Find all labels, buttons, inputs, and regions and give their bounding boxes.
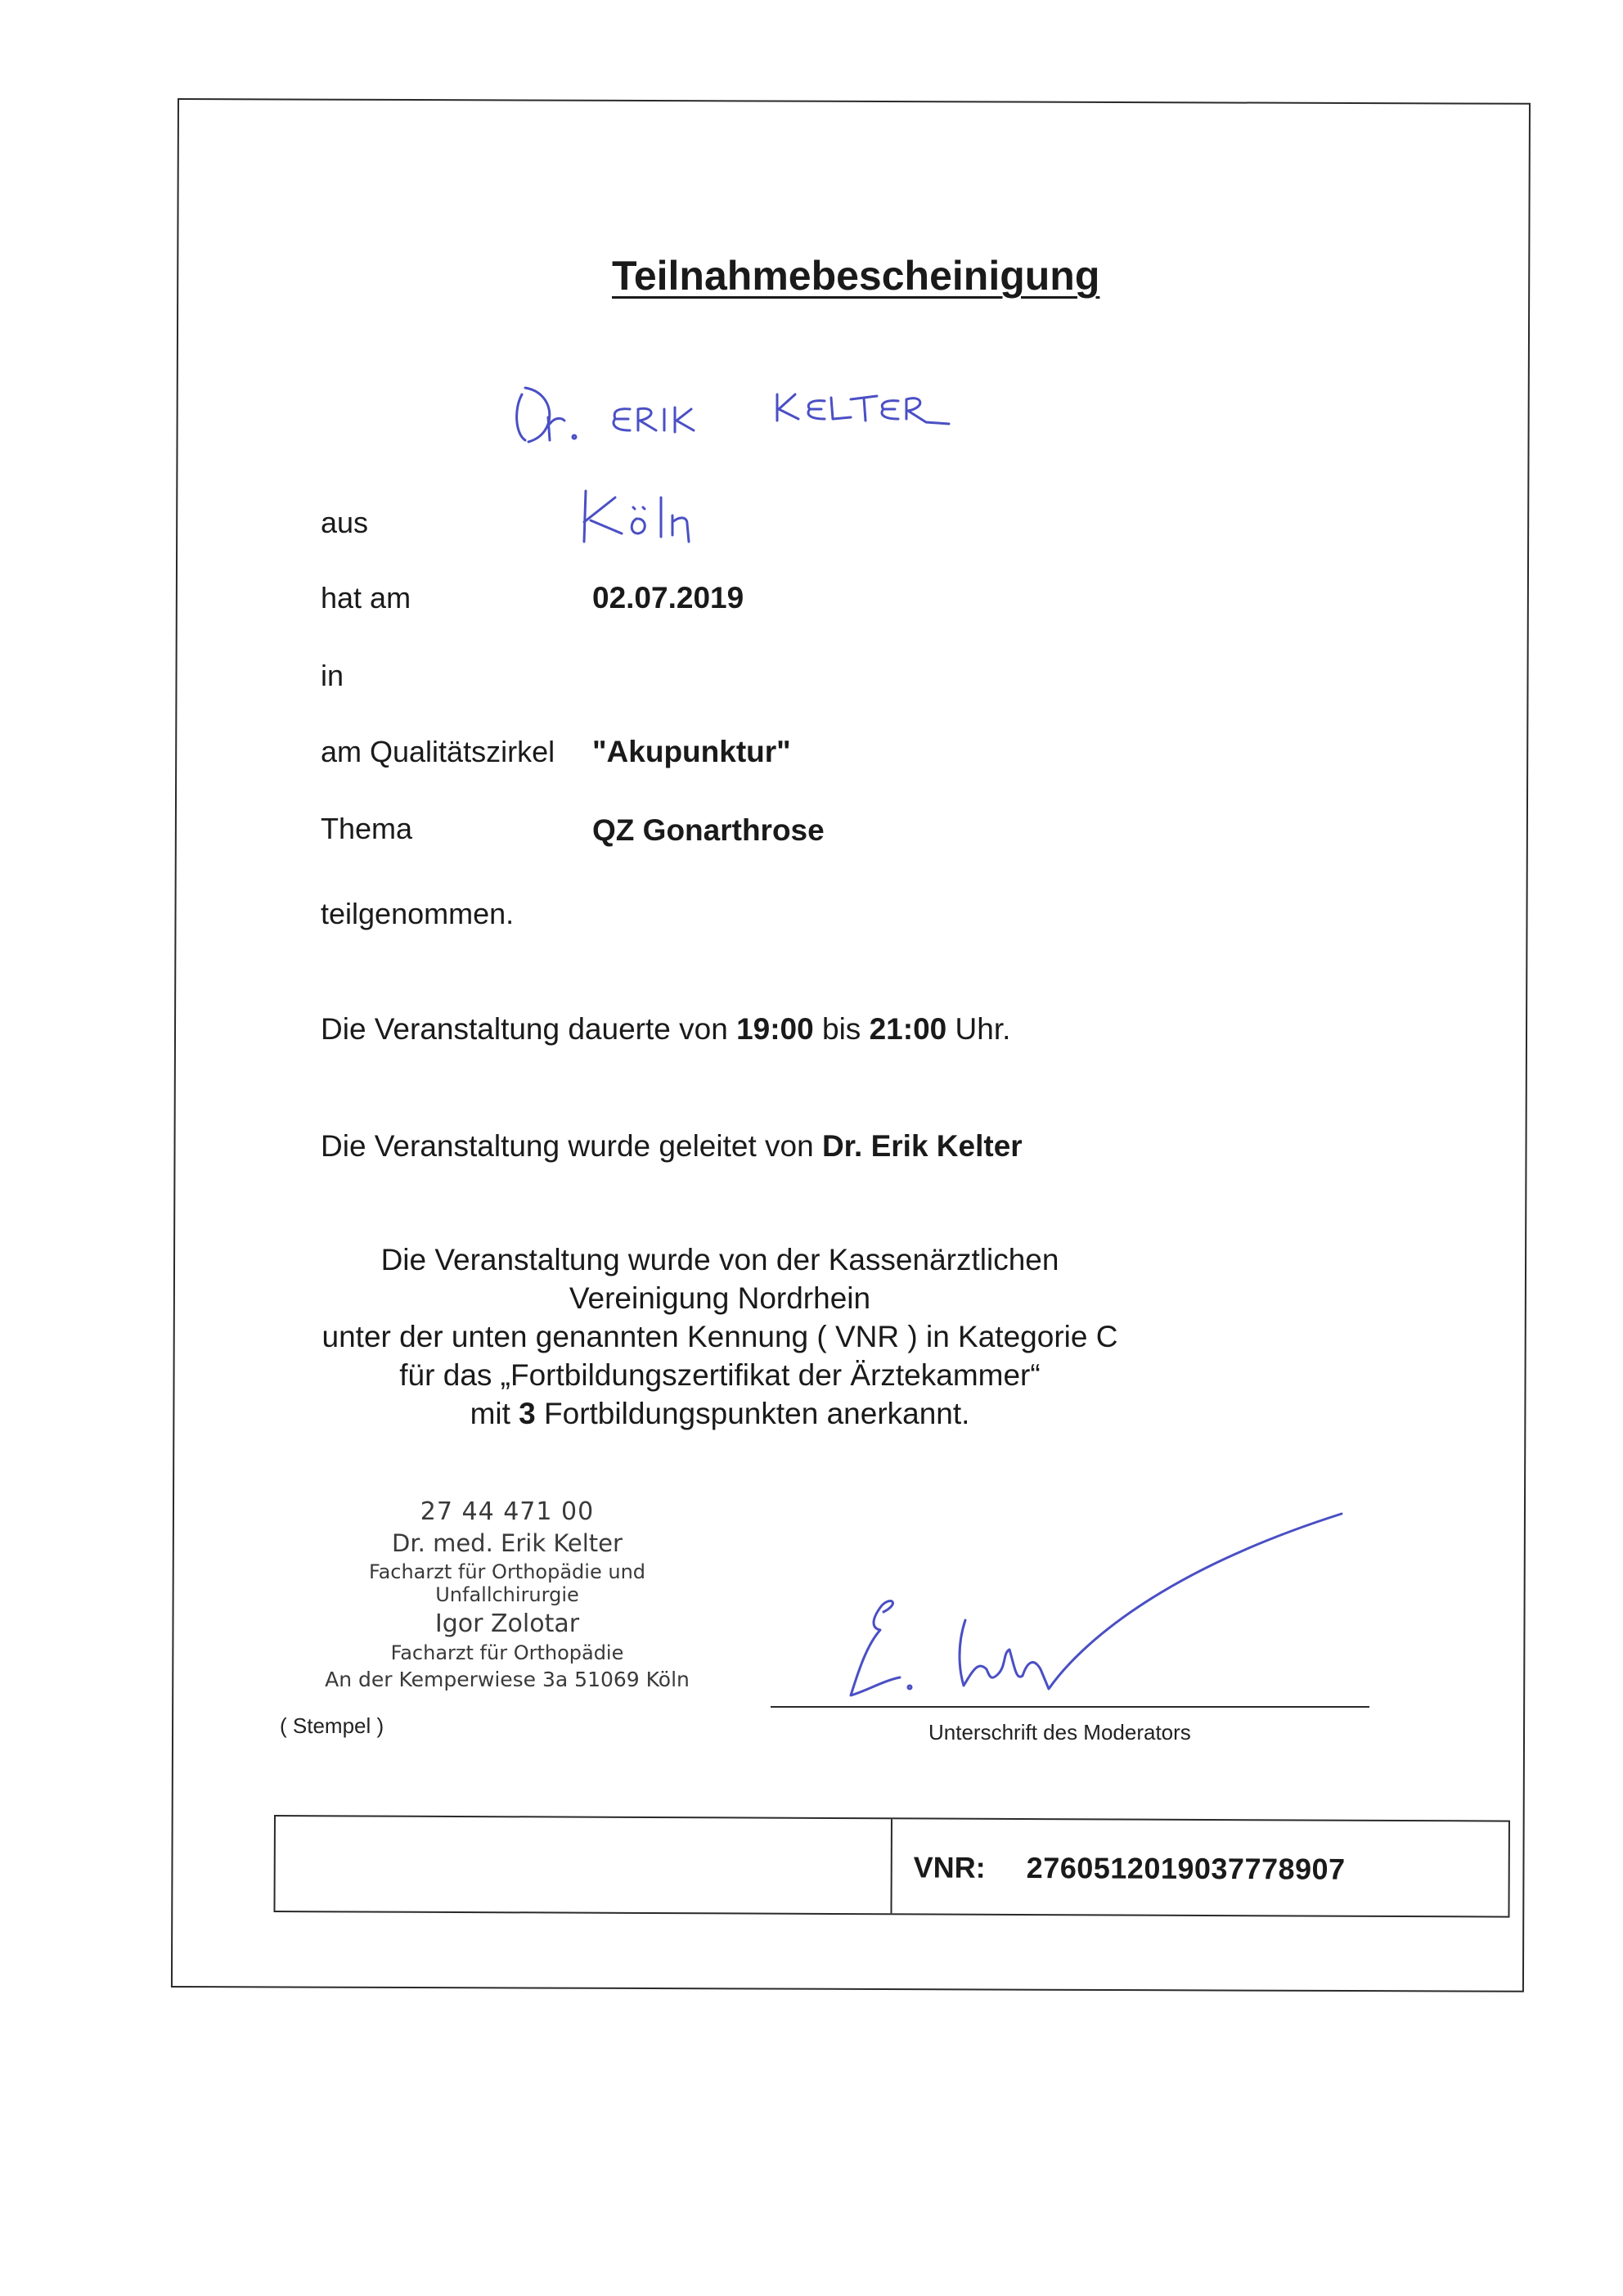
recognition-line-4-prefix: mit [470, 1397, 510, 1430]
thema-value: QZ Gonarthrose [592, 813, 825, 847]
leader-name: Dr. Erik Kelter [821, 1129, 1023, 1163]
duration-mid: bis [822, 1012, 861, 1046]
duration-suffix: Uhr. [955, 1012, 1011, 1046]
in-label: in [321, 659, 344, 692]
hat-am-label: hat am [321, 581, 411, 615]
zirkel-value: "Akupunktur" [592, 735, 791, 768]
recognition-line-4-suffix: Fortbildungspunkten anerkannt. [544, 1397, 970, 1430]
signature-label: Unterschrift des Moderators [928, 1720, 1191, 1745]
duration-prefix: Die Veranstaltung dauerte von [321, 1012, 728, 1046]
signature-line [771, 1706, 1369, 1708]
stempel-label: ( Stempel ) [280, 1713, 384, 1738]
recognition-points: 3 [519, 1397, 536, 1430]
thema-label: Thema [321, 812, 413, 845]
duration-end: 21:00 [869, 1012, 947, 1046]
handwritten-name [507, 376, 1047, 458]
vnr-box [273, 1815, 1510, 1918]
aus-label: aus [321, 506, 369, 539]
recognition-line-1: Die Veranstaltung wurde von der Kassenärztlichen Vereinigung Nordrhein [380, 1243, 1059, 1315]
leader-prefix: Die Veranstaltung wurde geleitet von [321, 1129, 814, 1163]
doctor-stamp [294, 1497, 720, 1691]
duration-sentence [321, 1012, 1010, 1047]
date-value: 02.07.2019 [592, 581, 744, 615]
recognition-line-2: unter der unten genannten Kennung ( VNR ) in Kategorie C [321, 1320, 1118, 1353]
document-title: Teilnahmebescheinigung [612, 253, 1100, 299]
vnr-divider [890, 1819, 892, 1913]
duration-start: 19:00 [736, 1012, 814, 1046]
recognition-paragraph [311, 1240, 1129, 1433]
handwritten-city [573, 483, 720, 556]
teilgenommen-text: teilgenommen. [321, 897, 515, 930]
recognition-line-4 [311, 1394, 1129, 1433]
leader-sentence [321, 1129, 1023, 1164]
zirkel-label: am Qualitätszirkel [321, 735, 555, 768]
moderator-signature [834, 1506, 1358, 1710]
stamp-number: 27 44 471 00 [420, 1497, 595, 1526]
vnr-label: VNR: [913, 1850, 986, 1884]
stamp-doctor-1: Dr. med. Erik Kelter [392, 1529, 623, 1557]
stamp-address: An der Kemperwiese 3a 51069 Köln [325, 1668, 690, 1691]
vnr-value: 2760512019037778907 [1026, 1851, 1346, 1886]
stamp-specialty-1: Facharzt für Orthopädie und Unfallchirurgie [368, 1560, 646, 1606]
stamp-doctor-2: Igor Zolotar [434, 1609, 580, 1638]
stamp-specialty-2: Facharzt für Orthopädie [390, 1641, 624, 1664]
recognition-line-3: für das „Fortbildungszertifikat der Ärztekammer“ [399, 1358, 1041, 1392]
